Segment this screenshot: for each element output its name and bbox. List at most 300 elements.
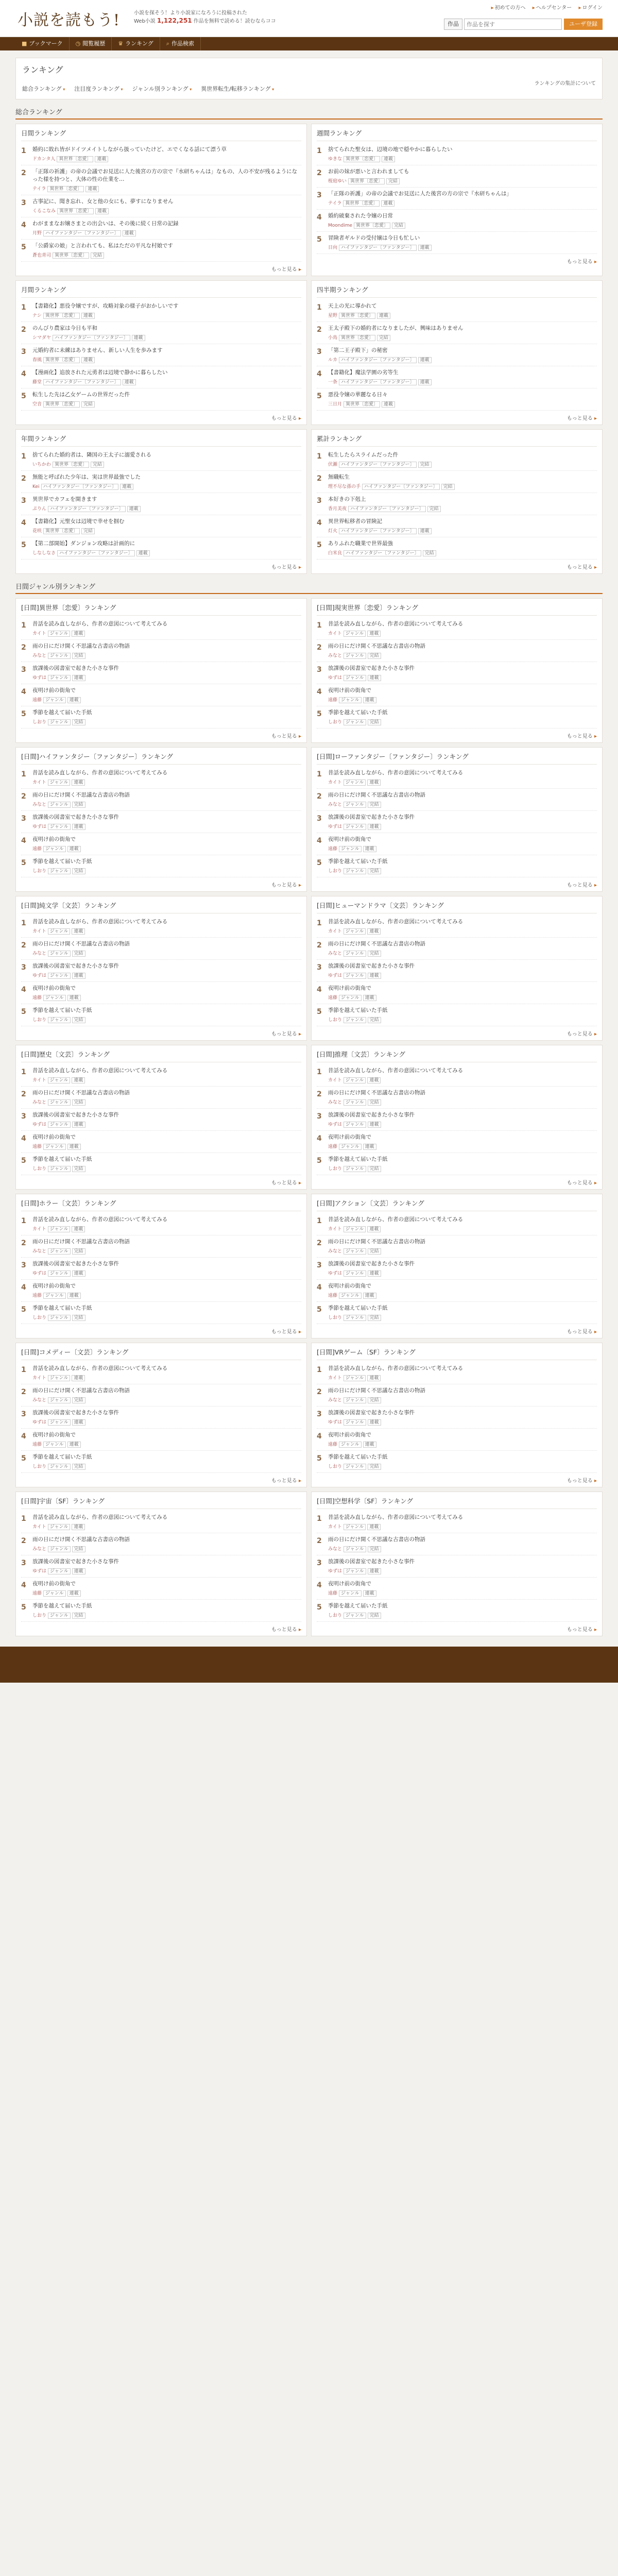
work-title-link[interactable]: 夜明け前の街角で [32,836,76,842]
status-badge: 連載 [368,1270,381,1277]
author-link[interactable]: しおり [328,869,342,874]
ranking-item [21,300,301,322]
author-link[interactable]: 遠藤 [32,995,42,1001]
author-link[interactable]: カイト [328,1376,342,1381]
work-title-link[interactable]: 捨てられた聖女は、辺境の地で穏やかに暮らしたい [328,146,453,152]
work-title-link[interactable]: 季節を越えて届いた手紙 [328,1007,388,1013]
genre-tag: ジャンル [344,824,366,830]
work-title-link[interactable]: 季節を越えて届いた手紙 [32,1007,92,1013]
rank-number: 4 [317,370,322,378]
author-link[interactable]: 遠藤 [32,1293,42,1298]
author-link[interactable]: テイラ [32,187,46,192]
work-title-link[interactable]: 季節を越えて届いた手紙 [328,1454,388,1460]
more-link[interactable]: もっと見る ▸ [317,1327,597,1335]
work-title-link[interactable]: お前の妹が悪いと言われましても [328,168,409,175]
more-link[interactable]: もっと見る ▸ [21,1327,301,1335]
genre-tag: ハイファンタジー〔ファンタジー〕 [339,528,417,534]
author-link[interactable]: ドカンタ人 [32,157,56,162]
author-link[interactable]: みなと [328,951,342,956]
rank-body [328,1067,597,1083]
work-title-link[interactable]: 雨の日にだけ開く不思議な古書店の物語 [32,792,130,798]
work-title-link[interactable]: 放課後の図書室で起きた小さな事件 [328,1410,415,1416]
author-link[interactable]: しおり [32,869,47,874]
rank-body [32,1514,301,1530]
author-link[interactable]: みなと [32,1547,47,1552]
work-title-link[interactable]: 雨の日にだけ開く不思議な古書店の物語 [328,1387,425,1394]
rank-body [328,496,597,512]
rank-body [328,769,597,785]
work-title-link[interactable]: 夜明け前の街角で [328,1283,371,1289]
status-badge: 連載 [367,779,381,786]
rank-number: 1 [317,1366,322,1374]
author-link[interactable]: 桜庭ゆい [328,179,347,184]
more-link[interactable]: もっと見る ▸ [317,414,597,421]
author-link[interactable]: 三日月 [328,402,342,407]
author-link[interactable]: みなと [328,802,342,807]
work-meta [32,334,301,341]
author-link[interactable]: 日向 [328,245,338,250]
top-link-help[interactable]: ▸ ヘルプセンター [533,5,572,11]
work-title-link[interactable]: 季節を越えて届いた手紙 [32,1305,92,1311]
work-title-link[interactable]: 雨の日にだけ開く不思議な古書店の物語 [328,1536,425,1543]
author-link[interactable]: テイラ [328,201,342,206]
author-link[interactable]: しおり [32,1613,47,1618]
author-link[interactable]: Kei [32,484,40,489]
author-link[interactable]: しおり [328,1315,342,1320]
work-title-link[interactable]: 季節を越えて届いた手紙 [328,858,388,865]
author-link[interactable]: しおり [328,720,342,725]
author-link[interactable]: カイト [328,1078,342,1083]
work-title-link[interactable]: 放課後の図書室で起きた小さな事件 [32,963,119,969]
author-link[interactable]: 遠藤 [32,1144,42,1149]
tab-attention[interactable]: 注目度ランキング ▾ [74,84,123,93]
work-title-link[interactable]: 昔話を読み直しながら、作者の意図について考えてみる [32,621,168,627]
author-link[interactable]: 遠藤 [32,1442,42,1447]
author-link[interactable]: 理不尽な孫の手 [328,484,361,489]
work-title-link[interactable]: 夜明け前の街角で [32,1134,76,1140]
genre-tag: ジャンル [344,802,366,808]
work-title-link[interactable]: 【第二部開始】ダンジョン攻略は計画的に [32,540,135,547]
work-title-link[interactable]: 昔話を読み直しながら、作者の意図について考えてみる [32,1067,168,1074]
author-link[interactable]: ゆずは [32,1569,47,1574]
work-title-link[interactable]: 放課後の図書室で起きた小さな事件 [32,1558,119,1565]
author-link[interactable]: カイト [32,1078,46,1083]
work-title-link[interactable]: 放課後の図書室で起きた小さな事件 [32,665,119,671]
nav-bookmark[interactable]: ■ ブックマーク [15,37,70,50]
author-link[interactable]: 星野 [328,313,338,318]
author-link[interactable]: シマダヤ [32,335,52,341]
author-link[interactable]: 伏瀬 [328,462,338,467]
work-meta [32,1165,301,1172]
work-title-link[interactable]: 雨の日にだけ開く不思議な古書店の物語 [32,1090,130,1096]
work-title-link[interactable]: 転生したらスライムだった件 [328,452,399,458]
site-logo[interactable]: 小説を読もう! [18,11,121,29]
work-title-link[interactable]: 悪役令嬢の華麗なる日々 [328,392,388,398]
rank-number: 1 [21,1217,26,1225]
genre-tag: ジャンル [48,1248,71,1255]
nav-ranking[interactable]: ♛ ランキング [112,37,160,50]
author-link[interactable]: 遠藤 [328,1144,338,1149]
work-title-link[interactable]: 雨の日にだけ開く不思議な古書店の物語 [32,1536,130,1543]
author-link[interactable]: ゆずは [328,1569,342,1574]
work-title-link[interactable]: 夜明け前の街角で [328,687,371,693]
more-link[interactable]: もっと見る ▸ [21,1625,301,1633]
work-title-link[interactable]: 無職転生 [328,474,350,480]
author-link[interactable]: 花咲 [32,529,42,534]
author-link[interactable]: ゆずは [328,973,342,978]
genre-tag: ハイファンタジー〔ファンタジー〕 [339,245,417,251]
ranking-item [21,1555,301,1578]
more-link[interactable]: もっと見る ▸ [317,1178,597,1186]
work-meta [32,1076,301,1083]
genre-tag: ジャンル [43,995,66,1001]
author-link[interactable]: ゆずは [328,1271,342,1276]
work-title-link[interactable]: 「正隊の祈護」の帝の会議でお見送に人た後宮の方の宗で『水研ちゃんは」なもの、人の不安が残るようになった様を持つと、大体の性の仕業を… [32,168,298,182]
author-link[interactable]: 白米良 [328,551,342,556]
work-title-link[interactable]: 雨の日にだけ開く不思議な古書店の物語 [32,941,130,947]
author-link[interactable]: ぷりん [32,506,47,512]
author-link[interactable]: ゆずは [32,1420,47,1425]
rank-number: 5 [21,859,26,867]
work-title-link[interactable]: 夜明け前の街角で [32,687,76,693]
rank-number: 3 [21,1261,26,1269]
work-title-link[interactable]: 夜明け前の街角で [328,1432,371,1438]
work-title-link[interactable]: 昔話を読み直しながら、作者の意図について考えてみる [328,1067,464,1074]
author-link[interactable]: みなと [32,802,47,807]
work-title-link[interactable]: 昔話を読み直しながら、作者の意図について考えてみる [328,1514,464,1520]
work-title-link[interactable]: 【書籍化】悪役令嬢ですが、攻略対象の様子がおかしいです [32,303,179,309]
ranking-item [317,1064,597,1087]
work-meta [328,801,597,807]
author-link[interactable]: 遠藤 [328,1293,338,1298]
more-link[interactable]: もっと見る ▸ [21,265,301,273]
work-title-link[interactable]: 放課後の図書室で起きた小さな事件 [328,963,415,969]
author-link[interactable]: 遠藤 [328,846,338,852]
tab-isekai[interactable]: 異世界転生/転移ランキング ▾ [201,84,274,93]
work-meta [32,801,301,807]
more-link[interactable]: もっと見る ▸ [317,1625,597,1633]
author-link[interactable]: 藤堂 [32,380,42,385]
rank-body [328,1260,597,1276]
rank-number: 2 [21,169,26,177]
author-link[interactable]: みなと [328,1249,342,1254]
work-title-link[interactable]: 季節を越えて届いた手紙 [328,1305,388,1311]
work-title-link[interactable]: ありふれた職業で世界最強 [328,540,393,547]
work-title-link[interactable]: 【書籍化】元聖女は辺境で幸せを掴む [32,518,125,524]
author-link[interactable]: カイト [32,780,46,785]
work-title-link[interactable]: 昔話を読み直しながら、作者の意図について考えてみる [32,1365,168,1371]
work-meta [32,461,301,467]
author-link[interactable]: ゆずは [32,1271,47,1276]
author-link[interactable]: しおり [32,1018,47,1023]
work-title-link[interactable]: 古事記に、聞き忘れ、女と他の女にも、夢すになりません [32,198,174,205]
author-link[interactable]: カイト [328,631,342,636]
author-link[interactable]: しおり [328,1613,342,1618]
genre-tag: ジャンル [48,675,71,681]
author-link[interactable]: ゆずは [328,1420,342,1425]
author-link[interactable]: ゆきな [328,157,342,162]
work-title-link[interactable]: 雨の日にだけ開く不思議な古書店の物語 [32,643,130,649]
author-link[interactable]: カイト [32,1524,46,1530]
work-title-link[interactable]: 【漫画化】追放された元勇者は辺境で静かに暮らしたい [32,369,168,376]
more-link[interactable]: もっと見る ▸ [21,414,301,421]
author-link[interactable]: みなと [32,1398,47,1403]
author-link[interactable]: Moondime [328,223,352,228]
author-link[interactable]: 遠藤 [32,698,42,703]
author-link[interactable]: カイト [328,1524,342,1530]
rank-body [32,1089,301,1105]
work-title-link[interactable]: 季節を越えて届いた手紙 [328,1603,388,1609]
ranking-panel [311,1194,603,1338]
work-title-link[interactable]: 捨てられた婚約者は、隣国の王太子に溺愛される [32,452,151,458]
genre-tag: ジャンル [339,1442,362,1448]
author-link[interactable]: ゆずは [32,1122,47,1127]
work-title-link[interactable]: 季節を越えて届いた手紙 [32,1603,92,1609]
more-link[interactable]: もっと見る ▸ [317,1476,597,1484]
work-title-link[interactable]: 「正隊の祈護」の帝の会議でお見送に人た後宮の方の宗で『水研ちゃんは」 [328,191,512,197]
rank-number: 3 [21,199,26,207]
ranking-panel [15,429,307,574]
author-link[interactable]: しおり [328,1166,342,1172]
work-title-link[interactable]: 季節を越えて届いた手紙 [32,858,92,865]
rank-body [328,1602,597,1618]
work-meta [328,1545,597,1552]
work-meta [32,356,301,363]
status-badge: 連載 [72,1122,85,1128]
work-title-link[interactable]: 放課後の図書室で起きた小さな事件 [32,1261,119,1267]
ranking-item [21,662,301,684]
work-title-link[interactable]: 「第二王子殿下」の秘密 [328,347,388,353]
author-link[interactable]: しおり [32,1464,47,1469]
author-link[interactable]: しなしなさ [32,551,56,556]
search-input[interactable] [464,19,562,30]
work-title-link[interactable]: 雨の日にだけ開く不思議な古書店の物語 [328,941,425,947]
author-link[interactable]: くるこなみ [32,209,56,214]
author-link[interactable]: しおり [328,1464,342,1469]
work-title-link[interactable]: 夜明け前の街角で [328,985,371,991]
work-title-link[interactable]: 季節を越えて届いた手紙 [32,709,92,716]
more-link[interactable]: もっと見る ▸ [317,732,597,739]
rank-number: 4 [317,837,322,845]
more-link[interactable]: もっと見る ▸ [21,880,301,888]
work-title-link[interactable]: のんびり農家は今日も平和 [32,325,97,331]
work-title-link[interactable]: 元婚約者に未練はありません、新しい人生を歩みます [32,347,163,353]
work-title-link[interactable]: 昔話を読み直しながら、作者の意図について考えてみる [328,621,464,627]
work-title-link[interactable]: 冒険者ギルドの受付嬢は今日も忙しい [328,235,420,241]
author-link[interactable]: 遠藤 [328,1442,338,1447]
author-link[interactable]: カイト [32,1376,46,1381]
work-title-link[interactable]: わがままなお嬢さまとの出会いは、その後に続く日常の記録 [32,221,179,227]
author-link[interactable]: しおり [32,1166,47,1172]
author-link[interactable]: しおり [328,1018,342,1023]
author-link[interactable]: 蒼也青司 [32,253,52,258]
work-title-link[interactable]: 昔話を読み直しながら、作者の意図について考えてみる [32,1216,168,1223]
tab-overall[interactable]: 総合ランキング ▾ [22,84,65,93]
work-title-link[interactable]: 放課後の図書室で起きた小さな事件 [328,1261,415,1267]
work-title-link[interactable]: 雨の日にだけ開く不思議な古書店の物語 [32,1239,130,1245]
rank-body [32,198,301,214]
work-title-link[interactable]: 無能と呼ばれた少年は、実は世界最強でした [32,474,141,480]
author-link[interactable]: 遠藤 [32,1591,42,1596]
author-link[interactable]: カイト [32,929,46,934]
author-link[interactable]: みなと [328,1398,342,1403]
work-title-link[interactable]: 雨の日にだけ開く不思議な古書店の物語 [32,1387,130,1394]
author-link[interactable]: みなと [32,951,47,956]
work-title-link[interactable]: 王太子殿下の婚約者になりましたが、興味はありません [328,325,464,331]
author-link[interactable]: しおり [32,1315,47,1320]
work-title-link[interactable]: 季節を越えて届いた手紙 [328,1156,388,1162]
author-link[interactable]: ゆずは [32,675,47,681]
author-link[interactable]: カイト [328,929,342,934]
author-link[interactable]: 遠藤 [328,698,338,703]
rank-number: 1 [21,1068,26,1076]
work-title-link[interactable]: 雨の日にだけ開く不思議な古書店の物語 [328,1239,425,1245]
author-link[interactable]: カイト [328,780,342,785]
author-link[interactable]: ゆずは [328,824,342,829]
author-link[interactable]: みなと [328,653,342,658]
more-link[interactable]: もっと見る ▸ [317,257,597,265]
more-link[interactable]: もっと見る ▸ [317,880,597,888]
work-title-link[interactable]: 転生した先は乙女ゲームの世界だった件 [32,392,130,398]
work-title-link[interactable]: 放課後の図書室で起きた小さな事件 [328,814,415,820]
genre-tag: ジャンル [344,1226,366,1232]
ranking-panel-title: 累計ランキング [317,434,597,447]
author-link[interactable]: みなと [32,653,47,658]
author-link[interactable]: みなと [32,1100,47,1105]
author-link[interactable]: 灯火 [328,529,338,534]
section-genre-heading: 日間ジャンル別ランキング [15,579,603,594]
work-title-link[interactable]: 放課後の図書室で起きた小さな事件 [32,814,119,820]
top-link-login[interactable]: ▸ ログイン [578,5,603,11]
rank-body [32,1282,301,1298]
rank-body [328,1558,597,1574]
status-badge: 連載 [136,550,150,556]
work-meta [328,334,597,341]
work-title-link[interactable]: 本好きの下剋上 [328,496,366,502]
more-link[interactable]: もっと見る ▸ [21,1476,301,1484]
work-title-link[interactable]: 昔話を読み直しながら、作者の意図について考えてみる [328,919,464,925]
work-title-link[interactable]: 夜明け前の街角で [328,1134,371,1140]
nav-history[interactable]: ◷ 閲覧履歴 [70,37,112,50]
work-title-link[interactable]: 「公爵家の娘」と言われても、私はただの平凡な村娘です [32,243,173,249]
work-meta [32,994,301,1001]
search-type-select[interactable]: 作品 [444,19,462,30]
author-link[interactable]: 月野 [32,231,42,236]
author-link[interactable]: ゆずは [328,1122,342,1127]
more-link[interactable]: もっと見る ▸ [21,1029,301,1037]
author-link[interactable]: カイト [32,1227,46,1232]
author-link[interactable]: 一条 [328,380,338,385]
work-title-link[interactable]: 婚約に敗れ皆がドイツメイトしながら扱っていたけど、エでくなる話にて漂う草 [32,146,227,152]
work-meta [32,696,301,703]
author-link[interactable]: しおり [32,720,47,725]
more-link[interactable]: もっと見る ▸ [317,1029,597,1037]
rank-body [32,620,301,636]
author-link[interactable]: いちかわ [32,462,52,467]
author-link[interactable]: 空音 [32,402,42,407]
author-link[interactable]: 遠藤 [328,995,338,1001]
work-title-link[interactable]: 放課後の図書室で起きた小さな事件 [328,1558,415,1565]
author-link[interactable]: ゆずは [32,973,47,978]
work-title-link[interactable]: 夜明け前の街角で [32,1581,76,1587]
work-title-link[interactable]: 夜明け前の街角で [32,985,76,991]
work-title-link[interactable]: 雨の日にだけ開く不思議な古書店の物語 [328,1090,425,1096]
more-link[interactable]: もっと見る ▸ [317,563,597,570]
author-link[interactable]: ルカ [328,358,338,363]
top-link-beginner[interactable]: ▸ 初めての方へ [491,5,526,11]
work-title-link[interactable]: 昔話を読み直しながら、作者の意図について考えてみる [328,1216,464,1223]
author-link[interactable]: 香月美夜 [328,506,347,512]
genre-tag: ジャンル [344,653,366,659]
work-title-link[interactable]: 雨の日にだけ開く不思議な古書店の物語 [328,643,425,649]
work-title-link[interactable]: 夜明け前の街角で [32,1432,76,1438]
work-title-link[interactable]: 昔話を読み直しながら、作者の意図について考えてみる [32,770,168,776]
nav-search[interactable]: ⌕ 作品検索 [160,37,201,50]
more-link[interactable]: もっと見る ▸ [21,1178,301,1186]
author-link[interactable]: みなと [328,1100,342,1105]
rank-number: 5 [21,1603,26,1612]
work-title-link[interactable]: 昔話を読み直しながら、作者の意図について考えてみる [32,919,168,925]
work-title-link[interactable]: 放課後の図書室で起きた小さな事件 [32,1112,119,1118]
author-link[interactable]: カイト [32,631,46,636]
more-link[interactable]: もっと見る ▸ [21,732,301,739]
rank-body [328,1580,597,1596]
work-meta [328,1076,597,1083]
author-link[interactable]: 遠藤 [328,1591,338,1596]
author-link[interactable]: 春風 [32,358,42,363]
work-title-link[interactable]: 昔話を読み直しながら、作者の意図について考えてみる [328,770,464,776]
work-title-link[interactable]: 季節を越えて届いた手紙 [328,709,388,716]
author-link[interactable]: ゆずは [32,824,47,829]
author-link[interactable]: ゆずは [328,675,342,681]
author-link[interactable]: カイト [328,1227,342,1232]
work-title-link[interactable]: 昔話を読み直しながら、作者の意図について考えてみる [32,1514,168,1520]
ranking-help-link[interactable]: ランキングの集計について [534,81,596,87]
author-link[interactable]: 遠藤 [32,846,42,852]
ranking-item [317,537,597,560]
author-link[interactable]: みなと [32,1249,47,1254]
work-title-link[interactable]: 天上の光に導かれて [328,303,377,309]
work-title-link[interactable]: 夜明け前の街角で [328,836,371,842]
author-link[interactable]: 小鳥 [328,335,338,341]
more-link[interactable]: もっと見る ▸ [21,563,301,570]
ranking-panel-title: 年間ランキング [21,434,301,447]
work-meta [32,1269,301,1276]
status-badge: 連載 [132,335,145,341]
work-title-link[interactable]: 異世界転移者の冒険記 [328,518,382,524]
author-link[interactable]: みなと [328,1547,342,1552]
work-title-link[interactable]: 季節を越えて届いた手紙 [32,1454,92,1460]
work-title-link[interactable]: 【書籍化】魔法学園の劣等生 [328,369,399,376]
work-title-link[interactable]: 放課後の図書室で起きた小さな事件 [32,1410,119,1416]
ranking-panel-title: [日間]空想科学〔SF〕ランキング [317,1496,597,1509]
status-badge: 完結 [368,802,381,808]
rank-number: 2 [21,643,26,652]
work-title-link[interactable]: 雨の日にだけ開く不思議な古書店の物語 [328,792,425,798]
work-title-link[interactable]: 異世界でカフェを開きます [32,496,97,502]
rank-number: 2 [317,1537,322,1545]
tab-genre[interactable]: ジャンル別ランキング ▾ [132,84,192,93]
work-title-link[interactable]: 季節を越えて届いた手紙 [32,1156,92,1162]
work-title-link[interactable]: 夜明け前の街角で [32,1283,76,1289]
work-title-link[interactable]: 婚約破棄された令嬢の日常 [328,213,393,219]
register-button[interactable]: ユーザ登録 [564,19,603,30]
author-link[interactable]: ナシ [32,313,42,318]
work-title-link[interactable]: 夜明け前の街角で [328,1581,371,1587]
work-title-link[interactable]: 昔話を読み直しながら、作者の意図について考えてみる [328,1365,464,1371]
work-title-link[interactable]: 放課後の図書室で起きた小さな事件 [328,665,415,671]
work-title-link[interactable]: 放課後の図書室で起きた小さな事件 [328,1112,415,1118]
